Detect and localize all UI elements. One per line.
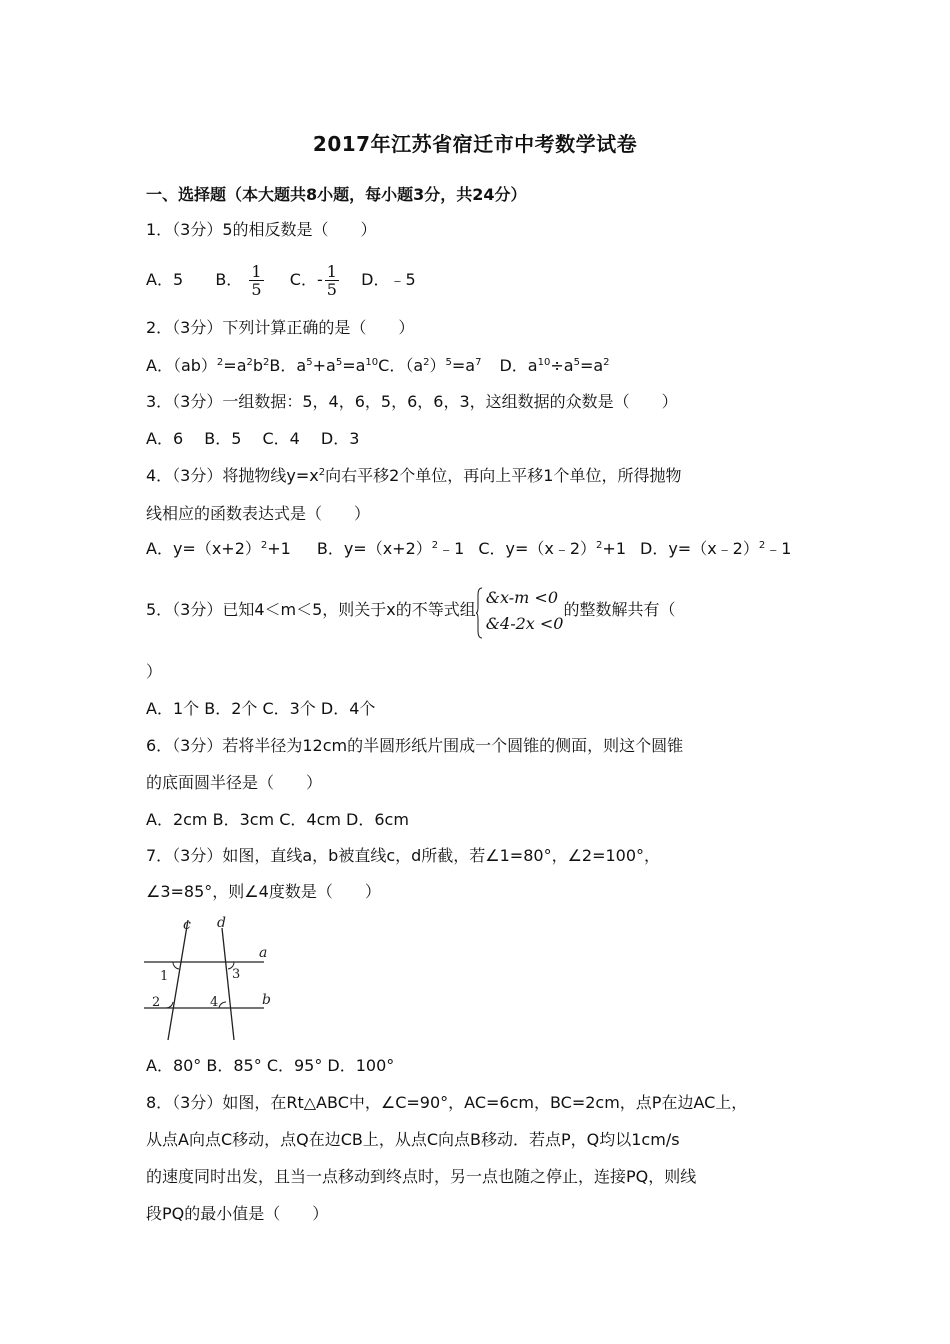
text: A．（ab）: [146, 356, 217, 375]
exponent: 2: [423, 357, 430, 368]
question-3-options: A．6 B．5 C．4 D．3: [146, 429, 360, 448]
numerator: 1: [251, 262, 262, 281]
label-angle-3: 3: [232, 967, 241, 982]
angle-4-arc: [219, 1002, 226, 1008]
exponent: 2: [263, 357, 270, 368]
denominator: 5: [326, 280, 337, 299]
text: +1: [602, 539, 627, 558]
text: +1: [267, 539, 291, 558]
question-5-stem-end: ）: [146, 662, 163, 681]
exponent: 2: [758, 540, 766, 551]
q1-option-d: D．﹣5: [361, 270, 416, 289]
text: =a: [342, 356, 366, 375]
q1-option-b-fraction: [249, 263, 263, 298]
page-title: 2017年江苏省宿迁市中考数学试卷: [312, 132, 638, 156]
text: 5．（3分）已知4＜m＜5，则关于x的不等式组: [146, 600, 476, 619]
denominator: 5: [251, 280, 262, 299]
text: +a: [312, 356, 336, 375]
question-4-options: [146, 539, 791, 559]
text: B．a: [269, 356, 307, 375]
q1-option-c-fraction: [325, 263, 339, 298]
exponent: 2: [318, 467, 326, 478]
q1-option-c-sign: -: [316, 270, 323, 289]
label-b: b: [262, 992, 271, 1008]
label-angle-2: 2: [152, 995, 161, 1010]
label-d: d: [217, 915, 226, 931]
q4-option-d: [640, 539, 791, 558]
text: ﹣1: [438, 539, 465, 558]
q4-option-a: [146, 539, 291, 558]
exponent: 5: [335, 357, 343, 368]
question-8-stem-line-1: 8．（3分）如图，在Rt△ABC中，∠C=90°，AC=6cm，BC=2cm，点P在边AC上，: [146, 1093, 748, 1112]
question-1-stem: 1．（3分）5的相反数是（ ）: [146, 220, 377, 239]
question-4-stem-line-2: 线相应的函数表达式是（ ）: [146, 504, 371, 523]
text: =a: [223, 356, 247, 375]
text: =a: [451, 356, 476, 375]
text: ﹣1: [765, 539, 792, 558]
line-c: [168, 920, 188, 1040]
text: =a: [579, 356, 604, 375]
text: C．y=（x﹣2）: [478, 539, 597, 558]
question-8-stem-line-4: 段PQ的最小值是（ ）: [146, 1204, 329, 1223]
inequality-system: [476, 585, 564, 637]
question-8-stem-line-2: 从点A向点C移动，点Q在边CB上，从点C向点B移动．若点P，Q均以1cm/s: [146, 1130, 680, 1149]
exponent: 5: [445, 357, 452, 368]
question-6-stem-line-1: 6．（3分）若将半径为12cm的半圆形纸片围成一个圆锥的侧面，则这个圆锥: [146, 736, 684, 755]
text: 的整数解共有（: [563, 600, 676, 619]
text: D．y=（x﹣2）: [640, 539, 759, 558]
parallel-lines-figure: [140, 912, 280, 1042]
question-5-stem: [146, 582, 676, 638]
q4-option-c: [478, 539, 626, 558]
text: 4．（3分）将抛物线y=x: [146, 466, 319, 485]
exponent: 10: [365, 357, 379, 368]
label-a: a: [259, 945, 268, 961]
inequality-row-2: &4-2x <0: [485, 613, 564, 633]
line-d: [222, 928, 234, 1040]
section-heading: 一、选择题（本大题共8小题，每小题3分，共24分）: [146, 185, 527, 204]
exponent: 2: [603, 357, 610, 368]
q1-option-a: A．5: [146, 270, 184, 289]
exponent: 2: [431, 540, 439, 551]
text: A．y=（x+2）: [146, 539, 261, 558]
question-5-options: A．1个 B．2个 C．3个 D．4个: [146, 699, 376, 718]
label-c: c: [183, 917, 191, 933]
left-brace-icon: [476, 587, 483, 639]
q2-option-c: [378, 356, 481, 375]
q2-option-a: [146, 356, 269, 375]
text: b: [252, 356, 264, 375]
question-4-stem-line-1: [146, 466, 681, 486]
q4-option-b: [317, 539, 464, 558]
exponent: 10: [537, 357, 551, 368]
exponent: 5: [306, 357, 313, 368]
question-6-stem-line-2: 的底面圆半径是（ ）: [146, 773, 323, 792]
exponent: 2: [246, 357, 253, 368]
q1-option-c-prefix: C．: [289, 270, 317, 289]
question-1-options: [146, 258, 416, 302]
text: C．（a: [378, 356, 424, 375]
q2-option-b: [269, 356, 378, 375]
q2-option-d: [499, 356, 609, 375]
question-2-stem: 2．（3分）下列计算正确的是（ ）: [146, 318, 415, 337]
text: B．y=（x+2）: [316, 539, 432, 558]
numerator: 1: [326, 262, 337, 281]
inequality-row-1: &x-m <0: [485, 587, 559, 607]
question-6-options: A．2cm B．3cm C．4cm D．6cm: [146, 810, 409, 829]
question-8-stem-line-3: 的速度同时出发，且当一点移动到终点时，另一点也随之停止，连接PQ，则线: [146, 1167, 697, 1186]
angle-1-arc: [173, 962, 179, 969]
text: D．a: [499, 356, 538, 375]
question-7-stem-line-2: ∠3=85°，则∠4度数是（ ）: [146, 882, 381, 901]
text: 向右平移2个单位，再向上平移1个单位，所得抛物: [325, 466, 682, 485]
text: ÷a: [550, 356, 574, 375]
question-7-options: A．80° B．85° C．95° D．100°: [146, 1056, 395, 1075]
exponent: 7: [475, 357, 482, 368]
exponent: 2: [260, 540, 268, 551]
question-7-stem-line-1: 7．（3分）如图，直线a，b被直线c，d所截，若∠1=80°，∠2=100°，: [146, 846, 661, 865]
q1-option-b-prefix: B．: [215, 270, 243, 289]
angle-2-arc: [166, 1002, 173, 1008]
text: ）: [429, 356, 446, 375]
exponent: 5: [573, 357, 580, 368]
question-2-options: [146, 356, 610, 376]
label-angle-4: 4: [210, 995, 219, 1010]
label-angle-1: 1: [160, 969, 169, 984]
question-3-stem: 3．（3分）一组数据：5，4，6，5，6，6，3，这组数据的众数是（ ）: [146, 392, 678, 411]
exponent: 2: [596, 540, 603, 551]
exponent: 2: [216, 357, 224, 368]
